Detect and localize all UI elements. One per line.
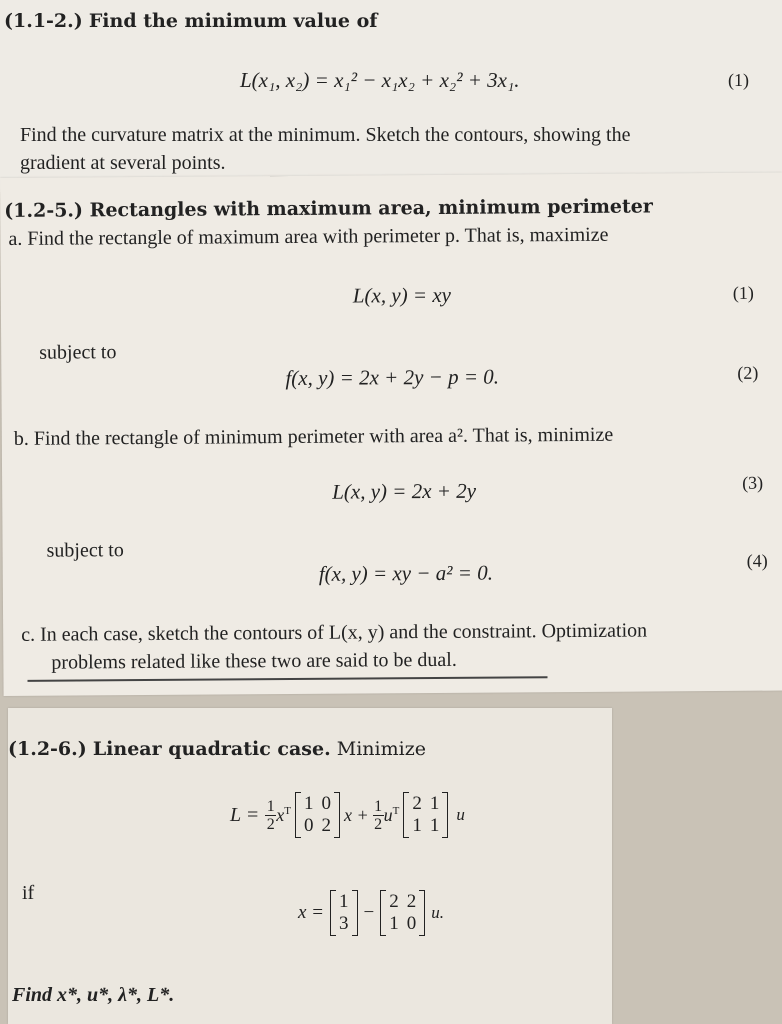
- vector-c: 1 3: [339, 891, 349, 934]
- part-c-label: c.: [21, 623, 36, 646]
- subject-to-a: subject to: [39, 341, 117, 364]
- problem-2-label: (1.2-5.): [4, 199, 84, 222]
- problem-1-text-line-2: gradient at several points.: [20, 152, 226, 174]
- problem-1-sheet: [0, 0, 782, 192]
- part-c-text-1: In each case, sketch the contours of L(x, y) and the constraint. Optimization: [40, 619, 648, 646]
- x-transpose: $x^T$: [276, 804, 291, 825]
- part-a-line: [8, 224, 608, 251]
- equation-4-number: (4): [746, 550, 768, 571]
- part-c-line-1: [21, 619, 647, 646]
- fraction-numerator: 1: [266, 797, 275, 815]
- problem-3-header: [8, 738, 426, 760]
- if-label: if: [22, 882, 35, 904]
- u-tail: u.: [431, 903, 444, 922]
- u-transpose: $u^T$: [383, 804, 400, 825]
- part-b-text: Find the rectangle of minimum perimeter with area a². That is, minimize: [33, 423, 614, 450]
- matrix-b: 2 2 1 0: [389, 891, 417, 934]
- half-fraction-2: $\frac{1}{2}$: [374, 797, 383, 833]
- problem-3-sheet: [8, 708, 612, 1024]
- problem-3-title: Linear quadratic case.: [92, 738, 331, 760]
- problem-1-equation: L(x₁, x₂) = x₁² − x₁x₂ + x₂² + 3x₁.: [240, 68, 520, 92]
- matrix-q: 1 0 0 2: [304, 793, 331, 836]
- equation-1-number: (1): [732, 282, 754, 303]
- x-plus: x +: [344, 804, 369, 825]
- problem-1-header: [4, 10, 377, 32]
- divider: [28, 676, 548, 681]
- problem-1-eq-number: (1): [728, 70, 749, 90]
- part-a-text: Find the rectangle of maximum area with perimeter p. That is, maximize: [27, 223, 609, 250]
- part-b-label: b.: [13, 427, 29, 450]
- equation-3-number: (3): [742, 472, 764, 493]
- matrix-r: 2 1 1 1: [412, 793, 440, 836]
- problem-3-title-rest: Minimize: [336, 738, 426, 760]
- u-end: u: [456, 805, 465, 824]
- equation-2-number: (2): [737, 362, 759, 383]
- problem-2-header: [4, 195, 653, 222]
- problem-3-label: (1.2-6.): [8, 738, 87, 760]
- minus-sign: −: [363, 902, 375, 923]
- constraint-lhs: x =: [298, 902, 325, 923]
- constraint-equation: [298, 890, 444, 936]
- subject-to-b: subject to: [46, 539, 124, 562]
- cost-function: [230, 792, 465, 838]
- problem-1-text-line-1: Find the curvature matrix at the minimum. Sketch the contours, showing the: [20, 124, 631, 146]
- half-fraction: [265, 798, 276, 833]
- part-a-label: a.: [8, 227, 23, 250]
- problem-1-label: (1.1-2.): [4, 10, 83, 32]
- cost-lhs: L =: [230, 803, 260, 826]
- part-c-line-2: problems related like these two are said to be dual.: [51, 648, 457, 674]
- equation-2: f(x, y) = 2x + 2y − p = 0.: [285, 364, 500, 391]
- problem-2-title: Rectangles with maximum area, minimum perimeter: [89, 195, 653, 222]
- equation-3: L(x, y) = 2x + 2y: [332, 478, 477, 504]
- find-line: Find x*, u*, λ*, L*.: [12, 984, 175, 1006]
- equation-1: L(x, y) = xy: [352, 282, 452, 308]
- problem-1-intro: Find the minimum value of: [88, 10, 378, 32]
- equation-4: f(x, y) = xy − a² = 0.: [318, 560, 494, 586]
- fraction-denominator: 2: [266, 815, 275, 833]
- problem-2-sheet: [0, 173, 782, 696]
- part-b-line: [14, 424, 614, 451]
